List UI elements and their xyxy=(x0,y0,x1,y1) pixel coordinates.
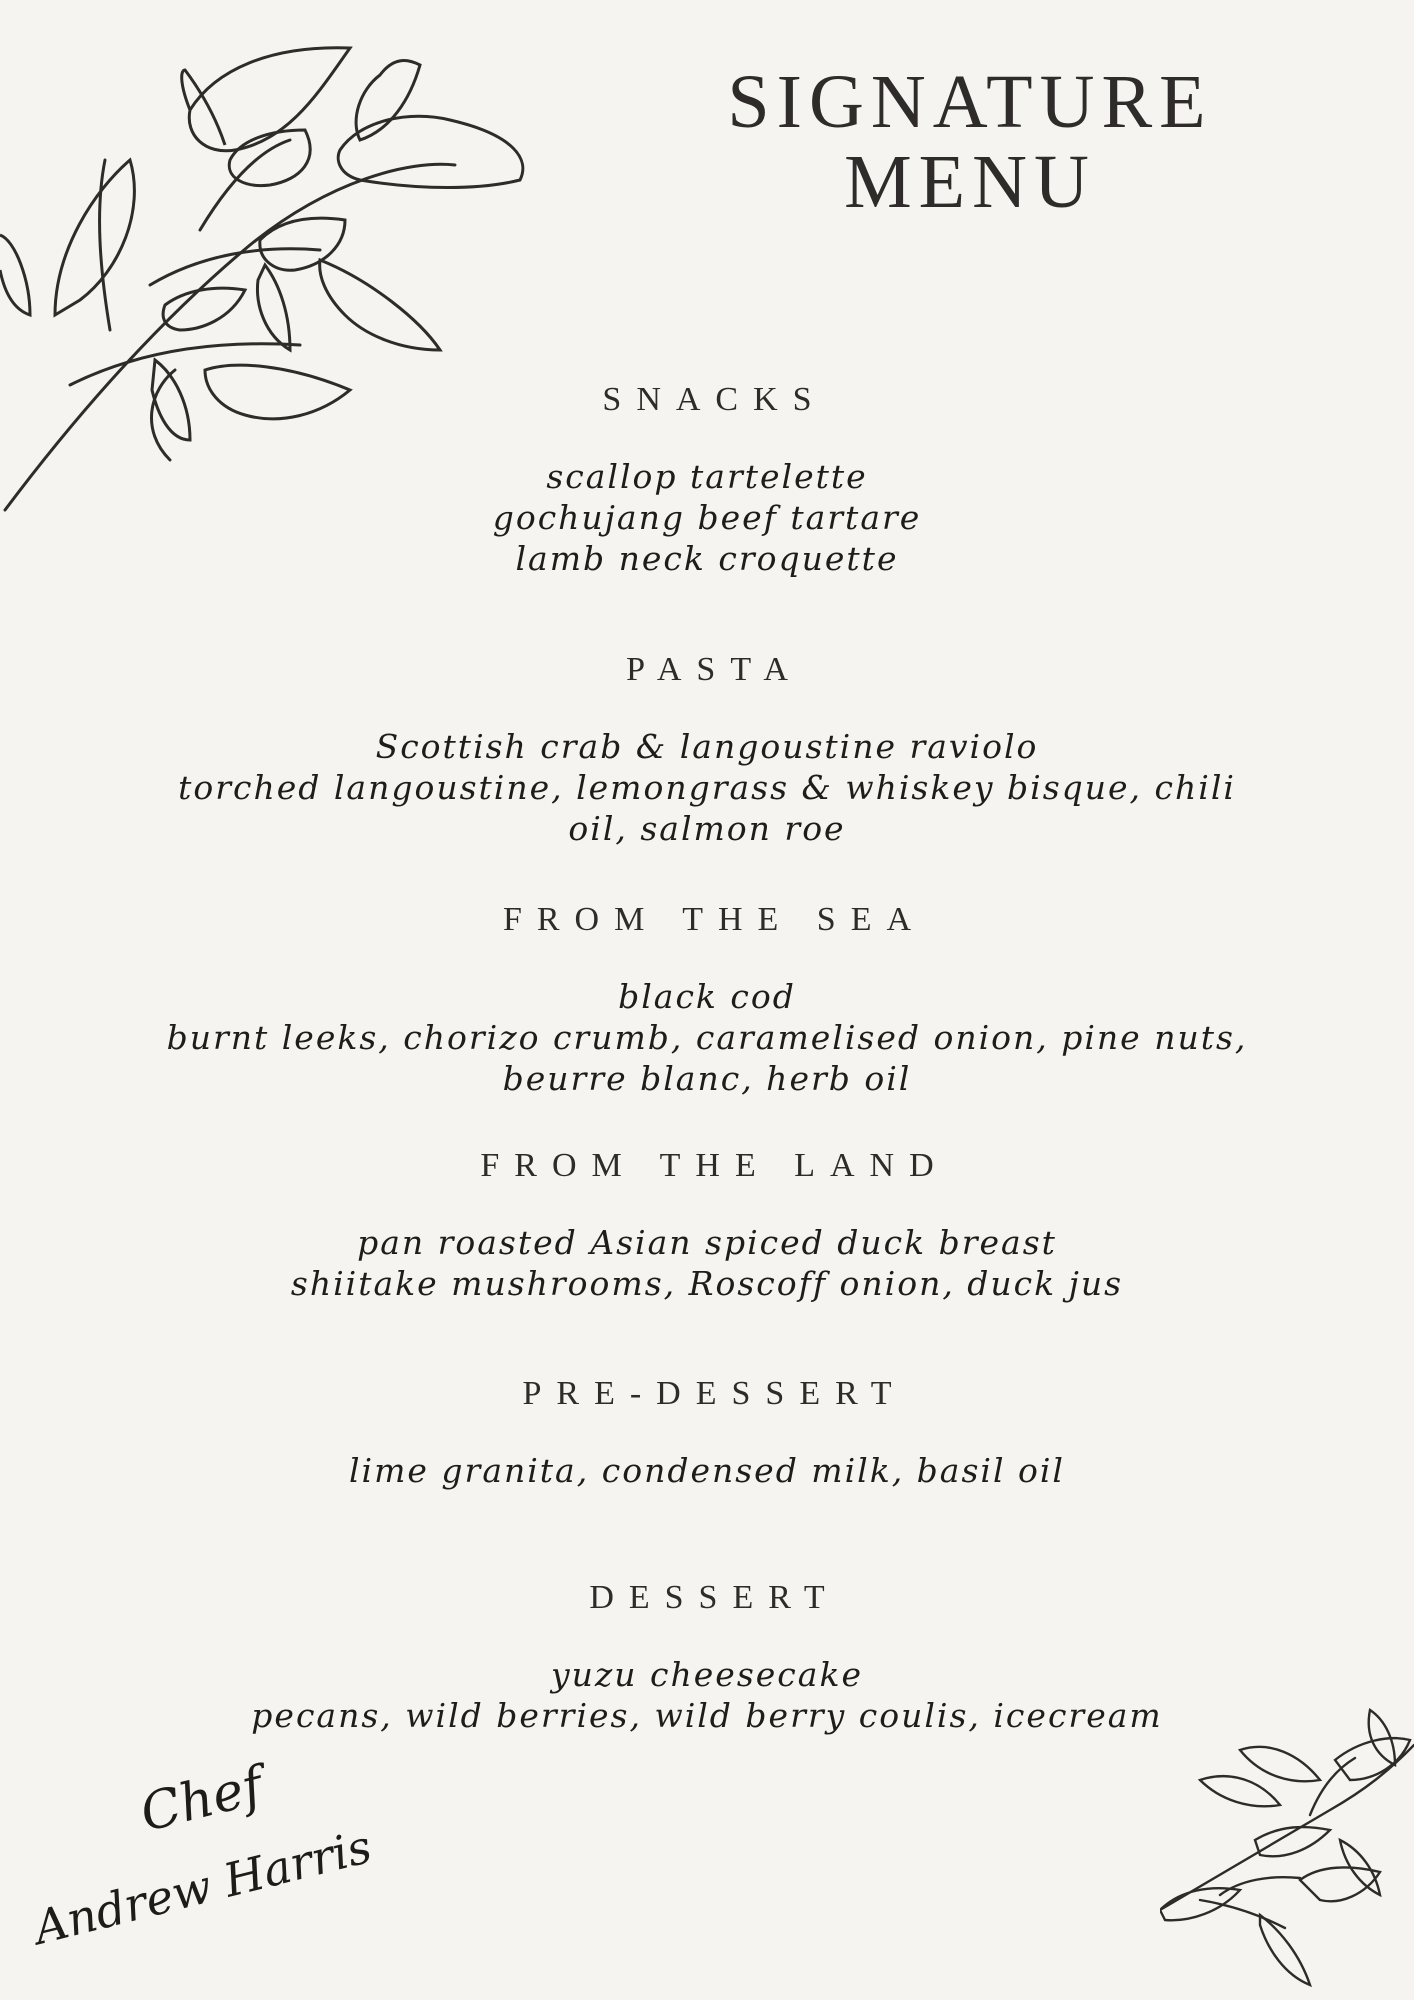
section-heading: DESSERT xyxy=(589,1579,840,1616)
menu-item: scallop tartelette xyxy=(546,457,868,496)
menu-item: yuzu cheesecake xyxy=(551,1655,863,1694)
menu-item: shiitake mushrooms, Roscoff onion, duck jus xyxy=(290,1264,1124,1303)
menu-item: lamb neck croquette xyxy=(515,539,899,578)
title-line-2: MENU xyxy=(844,140,1096,224)
menu-item: burnt leeks, chorizo crumb, caramelised onion, pine nuts, xyxy=(166,1018,1248,1057)
section-heading: FROM THE SEA xyxy=(502,901,927,938)
signature-line-1: Chef xyxy=(134,1755,269,1845)
menu-section-pre-dessert xyxy=(107,1374,1307,1491)
section-heading: FROM THE LAND xyxy=(480,1147,949,1184)
section-heading: PRE-DESSERT xyxy=(522,1375,907,1412)
leaf-branch-bottom-right-icon xyxy=(1160,1700,1414,2000)
menu-item: torched langoustine, lemongrass & whiskey bisque, chili xyxy=(178,768,1236,807)
menu-item: black cod xyxy=(618,977,796,1016)
menu-section-dessert xyxy=(107,1578,1307,1736)
menu-section-snacks xyxy=(107,380,1307,579)
section-heading: PASTA xyxy=(626,651,803,688)
menu-section-from-the-land xyxy=(107,1146,1307,1304)
title-line-1: SIGNATURE xyxy=(727,60,1213,144)
chef-signature xyxy=(28,1750,377,1970)
section-heading: SNACKS xyxy=(602,381,827,418)
menu-section-pasta xyxy=(107,650,1307,849)
signature-line-2: Andrew Harris xyxy=(28,1819,377,1955)
page-title xyxy=(700,62,1240,222)
menu-item: gochujang beef tartare xyxy=(492,498,922,537)
menu-item: Scottish crab & langoustine raviolo xyxy=(375,727,1039,766)
menu-section-from-the-sea xyxy=(107,900,1307,1099)
menu-item: beurre blanc, herb oil xyxy=(502,1059,912,1098)
menu-item: pecans, wild berries, wild berry coulis, icecream xyxy=(251,1696,1163,1735)
menu-item: oil, salmon roe xyxy=(568,809,846,848)
menu-item: pan roasted Asian spiced duck breast xyxy=(357,1223,1057,1262)
menu-item: lime granita, condensed milk, basil oil xyxy=(349,1451,1065,1490)
